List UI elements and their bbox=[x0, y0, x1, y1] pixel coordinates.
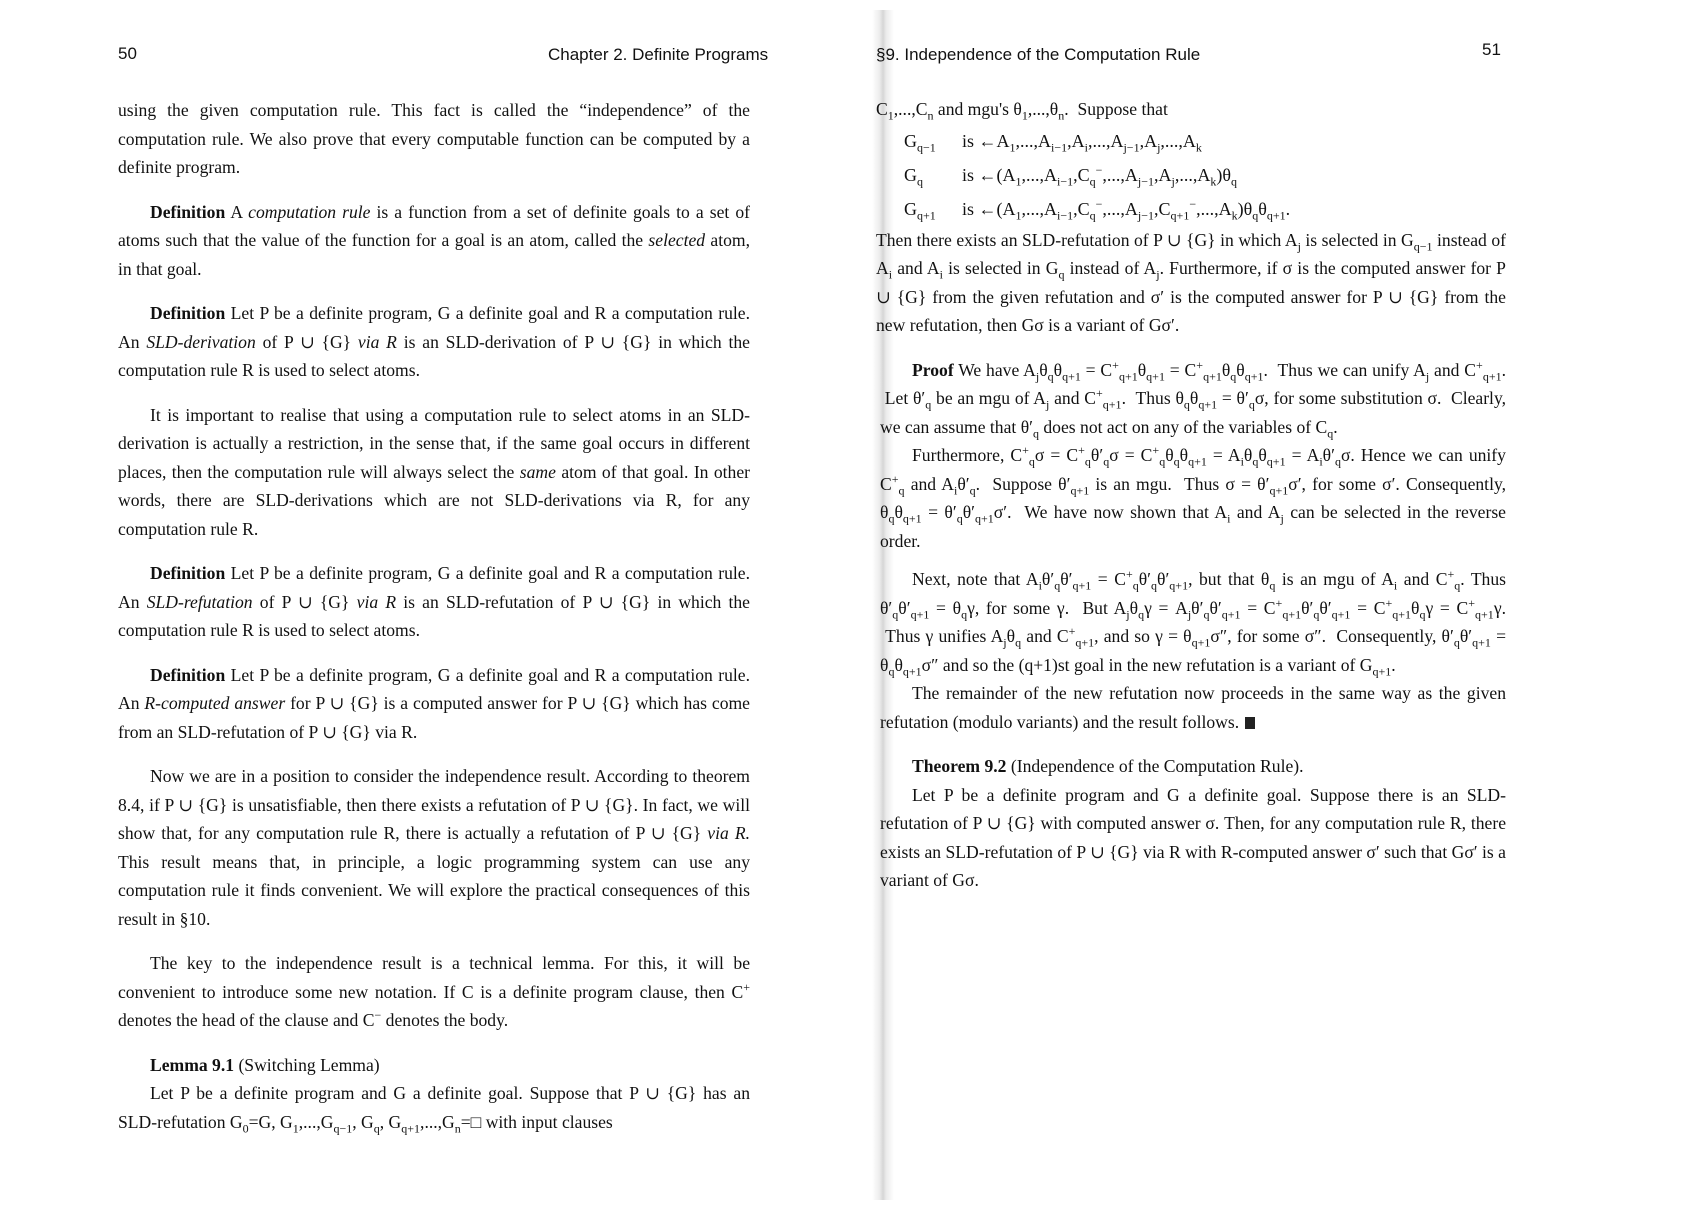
input-clauses-line: $C_1,...,C_n$ and mgu's $\theta_1,...,\theta_n$. Suppose that bbox=[876, 99, 1168, 123]
proof-conclusion: The remainder of the new refutation now proceeds in the same way as the given refutation (modulo variants) and the result follows. bbox=[880, 683, 1506, 732]
definition-sld-refutation: Definition Let P be a definite program, G a definite goal and R a computation rule. An SLD-refutation of P ∪ {G} via R is an SLD-refutation of P ∪ {G} in which the computation rule R is used to select atoms. bbox=[118, 563, 750, 640]
goal-q-minus-1: $G_{q-1}$ is $\leftarrow A_1,...,A_{i-1},A_i,...,A_{j-1},A_j,...,A_k$ bbox=[904, 130, 1202, 155]
proof-paragraph-2: Furthermore, $C^+_q\sigma = C^+_q\theta'_q\sigma = C^+_q\theta_q\theta_{q+1} = A_i\theta_q\theta_{q+1} = A_i\theta'_q\sigma$. Hence we can unify $C^+_q$ and $A_i\theta'_q$. Suppose $\theta'_{q+1}$ is an mgu. Thus $\sigma = \theta'_{q+1}\sigma'$, for some σ′. Consequently, $\theta_q\theta_{q+1} = \theta'_q\theta'_{q+1}\sigma'$. We have now shown that $A_i$ and $A_j$ can be selected in the reverse order. bbox=[880, 443, 1507, 551]
theorem-statement: Let P be a definite program and G a definite goal. Suppose there is an SLD-refutation of P ∪ {G} with computed answer σ. Then, for any computation rule R, there exists an SLD-refutation of P ∪ {G} via R with R-computed answer σ′ such that Gσ′ is a variant of Gσ. bbox=[880, 784, 1506, 890]
theorem-heading: Theorem 9.2 (Independence of the Computation Rule). bbox=[912, 756, 1304, 776]
lemma-statement: Let P be a definite program and G a definite goal. Suppose that P ∪ {G} has an SLD-refutation $G_0=G$, $G_1,...,G_{q-1}$, $G_q$, $G_{q+1},...,G_n=□$ with input clauses bbox=[118, 1083, 750, 1136]
left-body bbox=[118, 96, 750, 1136]
proof-paragraph-3: Next, note that $A_i\theta'_q\theta'_{q+1} = C^+_q\theta'_q\theta'_{q+1}$, but that $\theta_q$ is an mgu of $A_i$ and $C^+_q$. Thus $\theta'_q\theta'_{q+1} = \theta_q\gamma$, for some γ. But $A_j\theta_q\gamma = A_j\theta'_q\theta'_{q+1} = C^+_{q+1}\theta'_q\theta'_{q+1} = C^+_{q+1}\theta_q\gamma = C^+_{q+1}\gamma$. Thus γ unifies $A_j\theta_q$ and $C^+_{q+1}$, and so $\gamma = \theta_{q+1}\sigma''$, for some σ″. Consequently, $\theta'_q\theta'_{q+1} = \theta_q\theta_{q+1}\sigma''$ and so the (q+1)st goal in the new refutation is a variant of $G_{q+1}$. bbox=[880, 567, 1507, 679]
right-page bbox=[876, 0, 1697, 1210]
proof-paragraph-1: Proof We have $A_j\theta_q\theta_{q+1} = C^+_{q+1}\theta_{q+1} = C^+_{q+1}\theta_q\theta_{q+1}$. Thus we can unify $A_j$ and $C^+_{q+1}$. Let $\theta'_q$ be an mgu of $A_j$ and $C^+_{q+1}$. Thus $\theta_q\theta_{q+1} = \theta'_q\sigma$, for some substitution σ. Clearly, we can assume that $\theta'_q$ does not act on any of the variables of $C_q$. bbox=[880, 357, 1506, 441]
important-paragraph: It is important to realise that using a computation rule to select atoms in an SLD-derivation is actually a restriction, in the sense that, if the same goal occurs in different places, then the computation rule will always select the same atom of that goal. In other words, there are SLD-derivations which are not SLD-derivations via R, for any computation rule R. bbox=[118, 404, 751, 539]
goal-q-plus-1: $G_{q+1}$ is $\leftarrow(A_1,...,A_{i-1},C_q^-,...,A_{j-1},C_{q+1}^-,...,A_k)\theta_q\theta_{q+1}$. bbox=[904, 196, 1291, 223]
running-header-right: §9. Independence of the Computation Rule bbox=[876, 45, 1201, 64]
page-number-left: 50 bbox=[118, 44, 137, 63]
page-number-right: 51 bbox=[1482, 40, 1501, 59]
notation-paragraph: The key to the independence result is a technical lemma. For this, it will be convenient to introduce some new notation. If C is a definite program clause, then C+ denotes the head of the clause and C− denotes the body. bbox=[118, 953, 750, 1030]
definition-computation-rule: Definition A computation rule is a function from a set of definite goals to a set of atoms such that the value of the function for a goal is an atom, called the selected atom, in that goal. bbox=[118, 201, 750, 279]
running-header-left: Chapter 2. Definite Programs bbox=[548, 45, 769, 64]
qed-square-icon bbox=[1245, 717, 1255, 729]
lemma-heading: Lemma 9.1 (Switching Lemma) bbox=[150, 1054, 380, 1075]
lemma-conclusion: Then there exists an SLD-refutation of P ∪ {G} in which $A_j$ is selected in $G_{q-1}$ instead of $A_i$ and $A_i$ is selected in $G_q$ instead of $A_j$. Furthermore, if σ is the computed answer for P ∪ {G} from the given refutation and σ′ is the computed answer for P ∪ {G} from the new refutation, then Gσ is a variant of Gσ′. bbox=[876, 229, 1507, 335]
right-body bbox=[876, 95, 1506, 895]
definition-r-computed-answer: Definition Let P be a definite program, G a definite goal and R a computation rule. An R-computed answer for P ∪ {G} is a computed answer for P ∪ {G} which has come from an SLD-refutation of P ∪ {G} via R. bbox=[118, 664, 750, 742]
intro-paragraph: using the given computation rule. This fact is called the “independence” of the computation rule. We also prove that every computable function can be computed by a definite program. bbox=[118, 100, 750, 177]
independence-paragraph: Now we are in a position to consider the independence result. According to theorem 8.4, if P ∪ {G} is unsatisfiable, then there exists a refutation of P ∪ {G}. In fact, we will show that, for any computation rule R, there is actually a refutation of P ∪ {G} via R. This result means that, in principle, a logic programming system can use any computation rule it finds convenient. We will explore the practical consequences of this result in §10. bbox=[118, 766, 750, 929]
definition-sld-derivation: Definition Let P be a definite program, G a definite goal and R a computation rule. An SLD-derivation of P ∪ {G} via R is an SLD-derivation of P ∪ {G} in which the computation rule R is used to select atoms. bbox=[118, 303, 750, 380]
goal-q: $G_q$ is $\leftarrow(A_1,...,A_{i-1},C_q^-,...,A_{j-1},A_j,...,A_k)\theta_q$ bbox=[904, 162, 1237, 189]
